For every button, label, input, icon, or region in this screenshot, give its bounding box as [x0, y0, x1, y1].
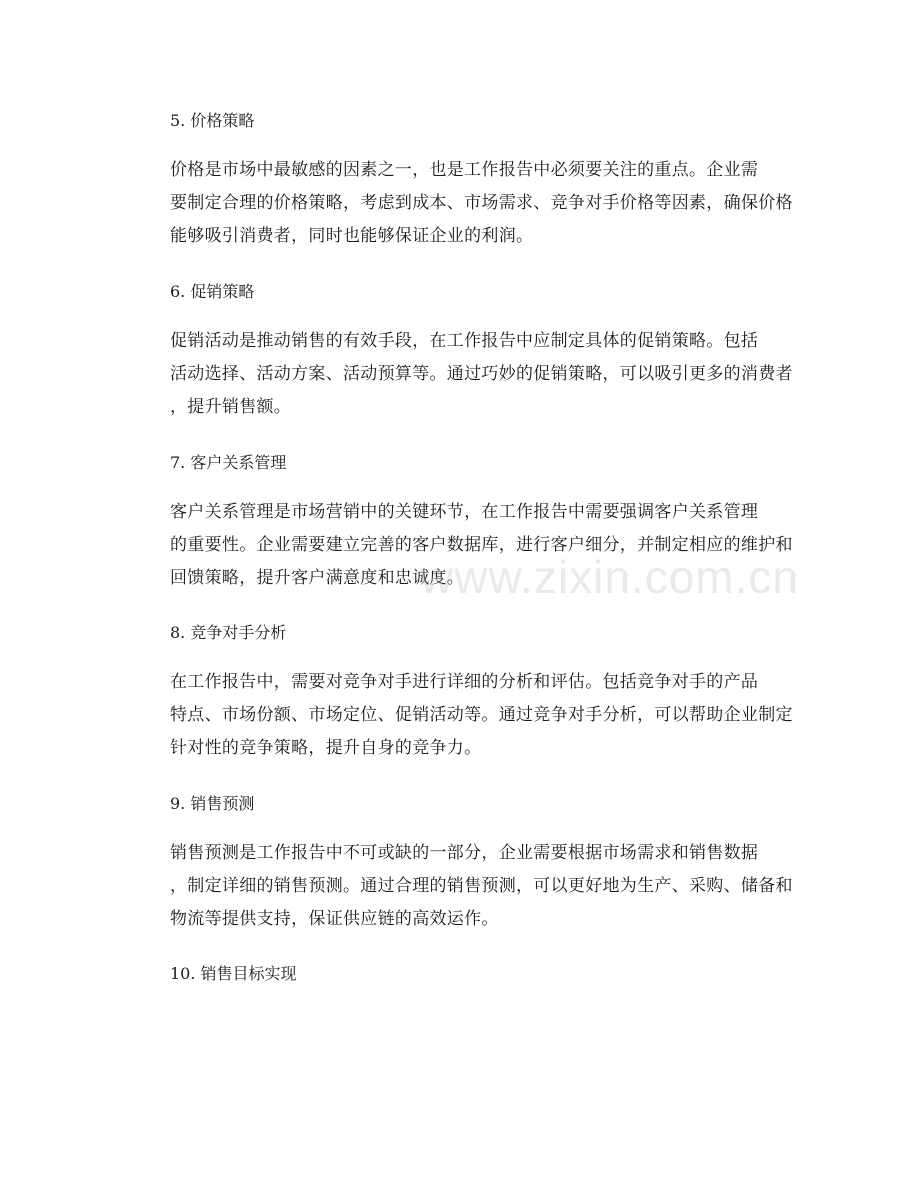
body-line: 特点、市场份额、市场定位、促销活动等。通过竞争对手分析，可以帮助企业制定	[170, 705, 793, 725]
body-line: 要制定合理的价格策略，考虑到成本、市场需求、竞争对手价格等因素，确保价格	[170, 193, 793, 213]
section-heading-5: 5. 价格策略	[170, 111, 255, 130]
section-heading-8: 8. 竞争对手分析	[170, 623, 287, 642]
section-body-6	[170, 325, 793, 424]
body-line: 能够吸引消费者，同时也能够保证企业的利润。	[170, 226, 534, 246]
body-line: ，制定详细的销售预测。通过合理的销售预测，可以更好地为生产、采购、储备和	[170, 876, 793, 896]
section-heading-7: 7. 客户关系管理	[170, 453, 287, 472]
watermark: www.zixin.com.cn	[420, 551, 799, 603]
body-line: 销售预测是工作报告中不可或缺的一部分，企业需要根据市场需求和销售数据	[170, 843, 759, 863]
section-body-8	[170, 666, 793, 765]
section-body-5	[170, 154, 793, 253]
body-line: 的重要性。企业需要建立完善的客户数据库，进行客户细分，并制定相应的维护和	[170, 535, 793, 555]
section-heading-6: 6. 促销策略	[170, 282, 255, 301]
body-line: ，提升销售额。	[170, 397, 292, 417]
body-line: 活动选择、活动方案、活动预算等。通过巧妙的促销策略，可以吸引更多的消费者	[170, 364, 793, 384]
body-line: 促销活动是推动销售的有效手段，在工作报告中应制定具体的促销策略。包括	[170, 331, 759, 351]
body-line: 针对性的竞争策略，提升自身的竞争力。	[170, 738, 482, 758]
body-line: 回馈策略，提升客户满意度和忠诚度。	[170, 568, 465, 588]
body-line: 物流等提供支持，保证供应链的高效运作。	[170, 909, 499, 929]
body-line: 在工作报告中，需要对竞争对手进行详细的分析和评估。包括竞争对手的产品	[170, 672, 759, 692]
body-line: 价格是市场中最敏感的因素之一，也是工作报告中必须要关注的重点。企业需	[170, 160, 759, 180]
section-body-9	[170, 837, 793, 936]
section-heading-10: 10. 销售目标实现	[170, 964, 297, 983]
section-heading-9: 9. 销售预测	[170, 794, 255, 813]
body-line: 客户关系管理是市场营销中的关键环节，在工作报告中需要强调客户关系管理	[170, 502, 759, 522]
